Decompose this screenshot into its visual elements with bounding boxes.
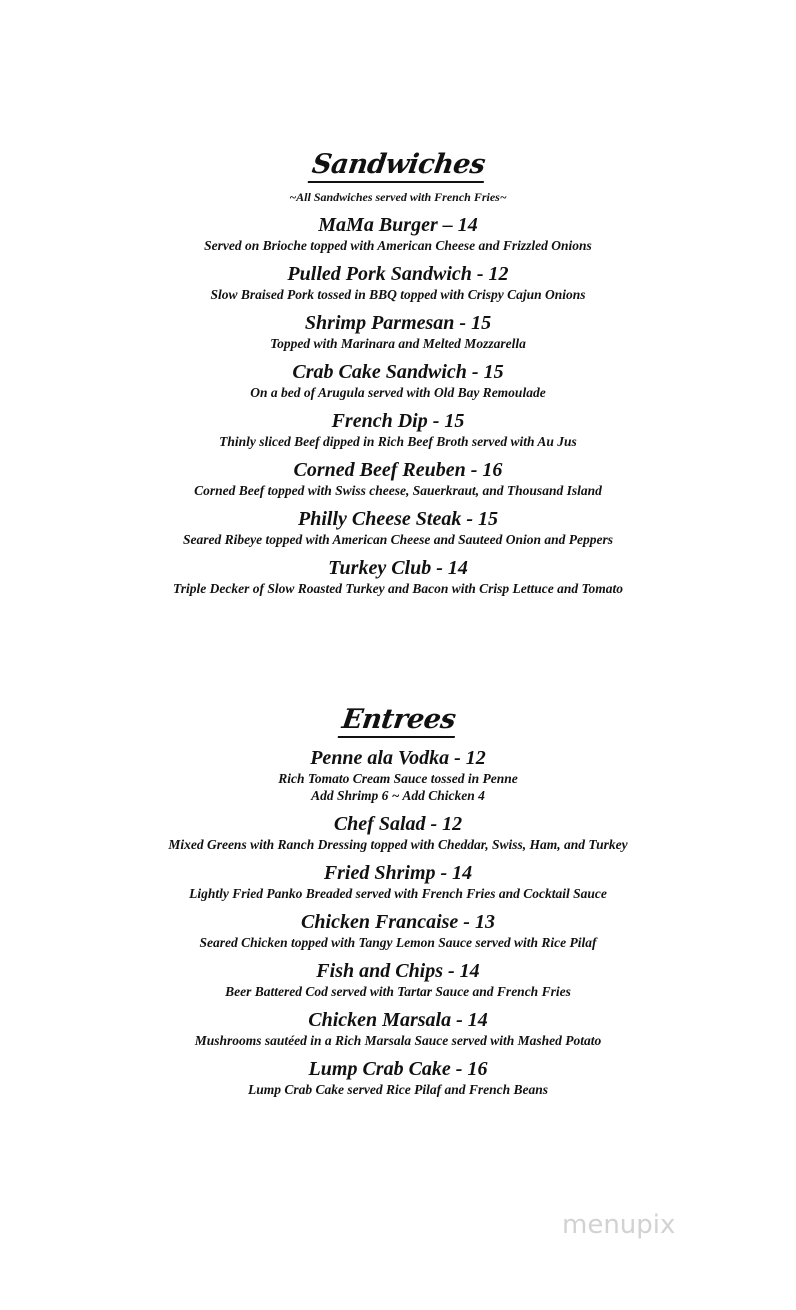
menu-item: [0, 312, 796, 352]
menu-item: [0, 1009, 796, 1049]
menu-item-description: Served on Brioche topped with American Cheese and Frizzled Onions: [204, 238, 592, 253]
menu-item-description: Mushrooms sautéed in a Rich Marsala Sauce served with Mashed Potato: [194, 1033, 602, 1048]
menu-item-description: On a bed of Arugula served with Old Bay Remoulade: [250, 385, 546, 400]
sandwiches-note: ~All Sandwiches served with French Fries~: [289, 190, 507, 204]
sandwiches-section: [0, 150, 796, 597]
menu-item-name: Fish and Chips - 14: [316, 960, 480, 982]
menu-item-name: French Dip - 15: [331, 410, 465, 432]
menu-item-name: Philly Cheese Steak - 15: [298, 508, 498, 530]
menu-item-description: Seared Chicken topped with Tangy Lemon Sauce served with Rice Pilaf: [199, 935, 597, 950]
menu-item: [0, 960, 796, 1000]
menu-item-description: Slow Braised Pork tossed in BBQ topped with Crispy Cajun Onions: [210, 287, 586, 302]
menu-item-name: Pulled Pork Sandwich - 12: [287, 263, 509, 285]
menu-item-name: Shrimp Parmesan - 15: [304, 312, 492, 334]
menu-item-description: Lump Crab Cake served Rice Pilaf and French Beans: [248, 1082, 548, 1097]
menu-item-name: Chicken Francaise - 13: [301, 911, 495, 933]
menu-item-description: Topped with Marinara and Melted Mozzarella: [270, 336, 526, 351]
menupix-watermark: menupix: [562, 1210, 676, 1240]
menu-item-description: Beer Battered Cod served with Tartar Sauce and French Fries: [225, 984, 571, 999]
menu-item-name: Crab Cake Sandwich - 15: [292, 361, 504, 383]
menu-item: [0, 214, 796, 254]
menu-item-name: Chicken Marsala - 14: [308, 1009, 488, 1031]
entrees-heading: Entrees: [337, 705, 459, 738]
menu-item: [0, 410, 796, 450]
menu-item: [0, 747, 796, 804]
menu-item-description: Lightly Fried Panko Breaded served with French Fries and Cocktail Sauce: [189, 886, 607, 901]
menu-item-name: Fried Shrimp - 14: [323, 862, 473, 884]
menu-item: [0, 813, 796, 853]
menu-item-name: Penne ala Vodka - 12: [310, 747, 486, 769]
menu-item-description: Seared Ribeye topped with American Cheese and Sauteed Onion and Peppers: [183, 532, 613, 547]
menu-item-name: Lump Crab Cake - 16: [308, 1058, 488, 1080]
menu-item: [0, 557, 796, 597]
menu-item-name: MaMa Burger – 14: [318, 214, 478, 236]
sandwiches-heading: Sandwiches: [307, 150, 488, 183]
menu-item: [0, 1058, 796, 1098]
menu-item-name: Chef Salad - 12: [333, 813, 463, 835]
entrees-section: [0, 705, 796, 1098]
menu-item-description: Mixed Greens with Ranch Dressing topped with Cheddar, Swiss, Ham, and Turkey: [168, 837, 628, 852]
menu-item-description: Triple Decker of Slow Roasted Turkey and Bacon with Crisp Lettuce and Tomato: [172, 581, 623, 596]
menu-item-name: Turkey Club - 14: [328, 557, 468, 579]
menu-item-description: Corned Beef topped with Swiss cheese, Sauerkraut, and Thousand Island: [194, 483, 602, 498]
menu-item: [0, 911, 796, 951]
menu-item: [0, 862, 796, 902]
menu-item-description: Thinly sliced Beef dipped in Rich Beef Broth served with Au Jus: [219, 434, 577, 449]
menu-item: [0, 263, 796, 303]
menu-item: [0, 508, 796, 548]
menu-item-name: Corned Beef Reuben - 16: [293, 459, 503, 481]
menu-item-description: Rich Tomato Cream Sauce tossed in Penne: [278, 771, 518, 786]
menu-item: [0, 361, 796, 401]
menu-item: [0, 459, 796, 499]
menu-item-addons: Add Shrimp 6 ~ Add Chicken 4: [311, 788, 485, 803]
